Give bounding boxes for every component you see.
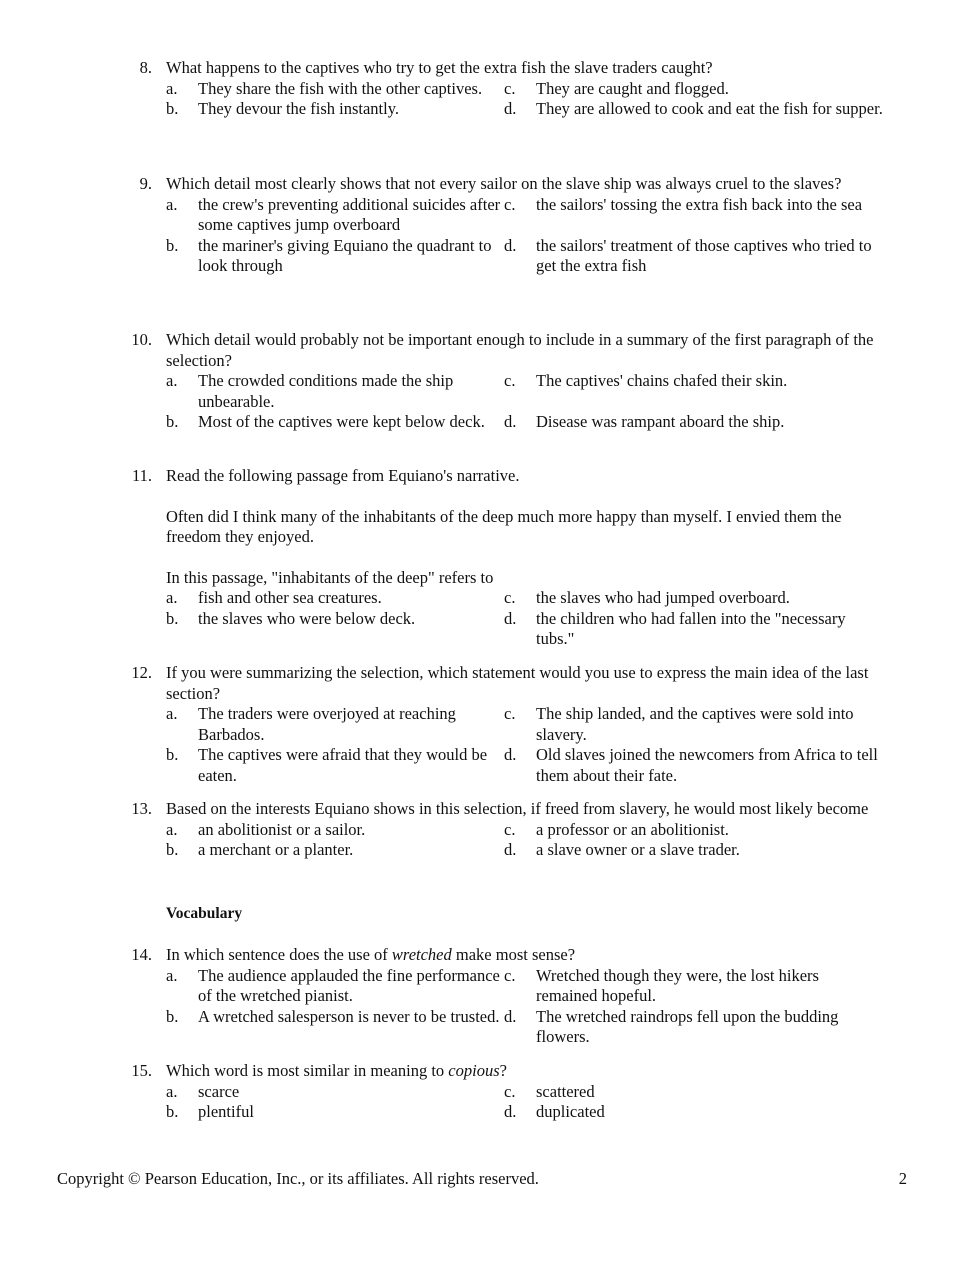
question-stem [110,466,900,487]
question-number: 13. [131,799,152,818]
question-stem [110,174,900,195]
question-12 [110,663,900,786]
question-text: Read the following passage from Equiano's narrative. [166,466,520,485]
option-a: a. fish and other sea creatures. [166,588,382,607]
option-b: b. the mariner's giving Equiano the quadrant to look through [166,235,492,275]
question-text-after: make most sense? [451,945,576,964]
question-text-after: ? [499,1061,507,1080]
question-number: 8. [139,58,152,77]
option-c: c. a professor or an abolitionist. [504,819,729,839]
option-c: c. the slaves who had jumped overboard. [504,588,790,607]
question-text: Which detail most clearly shows that not every sailor on the slave ship was always cruel to the slaves? [166,174,842,193]
option-a: a. The crowded conditions made the ship unbearable. [166,371,454,411]
option-d: d. Old slaves joined the newcomers from Africa to tell them about their fate. [504,745,878,785]
passage-quote: Often did I think many of the inhabitants of the deep much more happy than myself. I envied them the freedom they enjoyed. [166,506,842,546]
question-text-before: In which sentence does the use of [166,945,392,964]
question-text: Based on the interests Equiano shows in this selection, if freed from slavery, he would most likely become [166,799,869,818]
question-number: 9. [139,174,152,193]
option-d: d. duplicated [504,1102,605,1121]
question-text: Which detail would probably not be important enough to include in a summary of the first paragraph of the selection? [166,330,874,370]
question-stem [110,945,900,966]
question-stem [110,58,900,79]
question-text-before: Which word is most similar in meaning to [166,1061,449,1080]
option-a: a. The audience applauded the fine performance of the wretched pianist. [166,965,500,1005]
page-number: 2 [898,1169,907,1188]
option-b: b. plentiful [166,1102,254,1121]
question-number: 12. [131,663,152,682]
option-a: a. They share the fish with the other captives. [166,78,483,98]
question-text: What happens to the captives who try to get the extra fish the slave traders caught? [166,58,713,77]
option-b: b. a merchant or a planter. [166,840,354,859]
option-b: b. Most of the captives were kept below deck. [166,412,485,431]
question-15 [110,1061,900,1123]
question-prompt: In this passage, "inhabitants of the deep" refers to [166,567,494,587]
option-d: d. the sailors' treatment of those captives who tried to get the extra fish [504,235,872,275]
question-stem [110,1061,900,1082]
option-b: b. The captives were afraid that they would be eaten. [166,745,488,785]
question-number: 15. [131,1061,152,1080]
option-d: d. a slave owner or a slave trader. [504,840,740,859]
option-b: b. A wretched salesperson is never to be trusted. [166,1006,500,1026]
section-heading-vocabulary: Vocabulary [166,905,243,922]
option-d: d. The wretched raindrops fell upon the budding flowers. [504,1006,839,1046]
question-10 [110,330,900,433]
option-c: c. They are caught and flogged. [504,78,729,98]
question-number: 10. [131,330,152,349]
question-text: If you were summarizing the selection, which statement would you use to express the main idea of the last section? [166,663,869,703]
question-number: 11. [131,466,152,485]
page-footer [57,1169,907,1190]
option-c: c. scattered [504,1081,595,1101]
option-d: d. They are allowed to cook and eat the fish for supper. [504,99,883,118]
option-c: c. Wretched though they were, the lost hikers remained hopeful. [504,965,819,1005]
option-d: d. the children who had fallen into the "necessary tubs." [504,608,846,648]
question-9 [110,174,900,277]
option-a: a. scarce [166,1081,240,1101]
option-b: b. They devour the fish instantly. [166,99,400,118]
question-14 [110,945,900,1048]
question-text-emphasis: copious [448,1061,500,1080]
question-13 [110,799,900,861]
option-a: a. The traders were overjoyed at reaching Barbados. [166,704,456,744]
question-number: 14. [131,945,152,964]
question-11 [110,466,900,650]
option-a: a. an abolitionist or a sailor. [166,819,366,839]
question-stem [110,330,900,371]
option-c: c. The captives' chains chafed their skin. [504,371,788,390]
option-b: b. the slaves who were below deck. [166,608,416,628]
option-a: a. the crew's preventing additional suicides after some captives jump overboard [166,194,501,234]
copyright-notice: Copyright © Pearson Education, Inc., or its affiliates. All rights reserved. [57,1169,539,1188]
question-text-emphasis: wretched [391,945,452,964]
question-stem [110,799,900,820]
question-8 [110,58,900,120]
option-c: c. the sailors' tossing the extra fish back into the sea [504,194,863,214]
option-d: d. Disease was rampant aboard the ship. [504,412,785,431]
option-c: c. The ship landed, and the captives were sold into slavery. [504,704,854,744]
question-stem [110,663,900,704]
